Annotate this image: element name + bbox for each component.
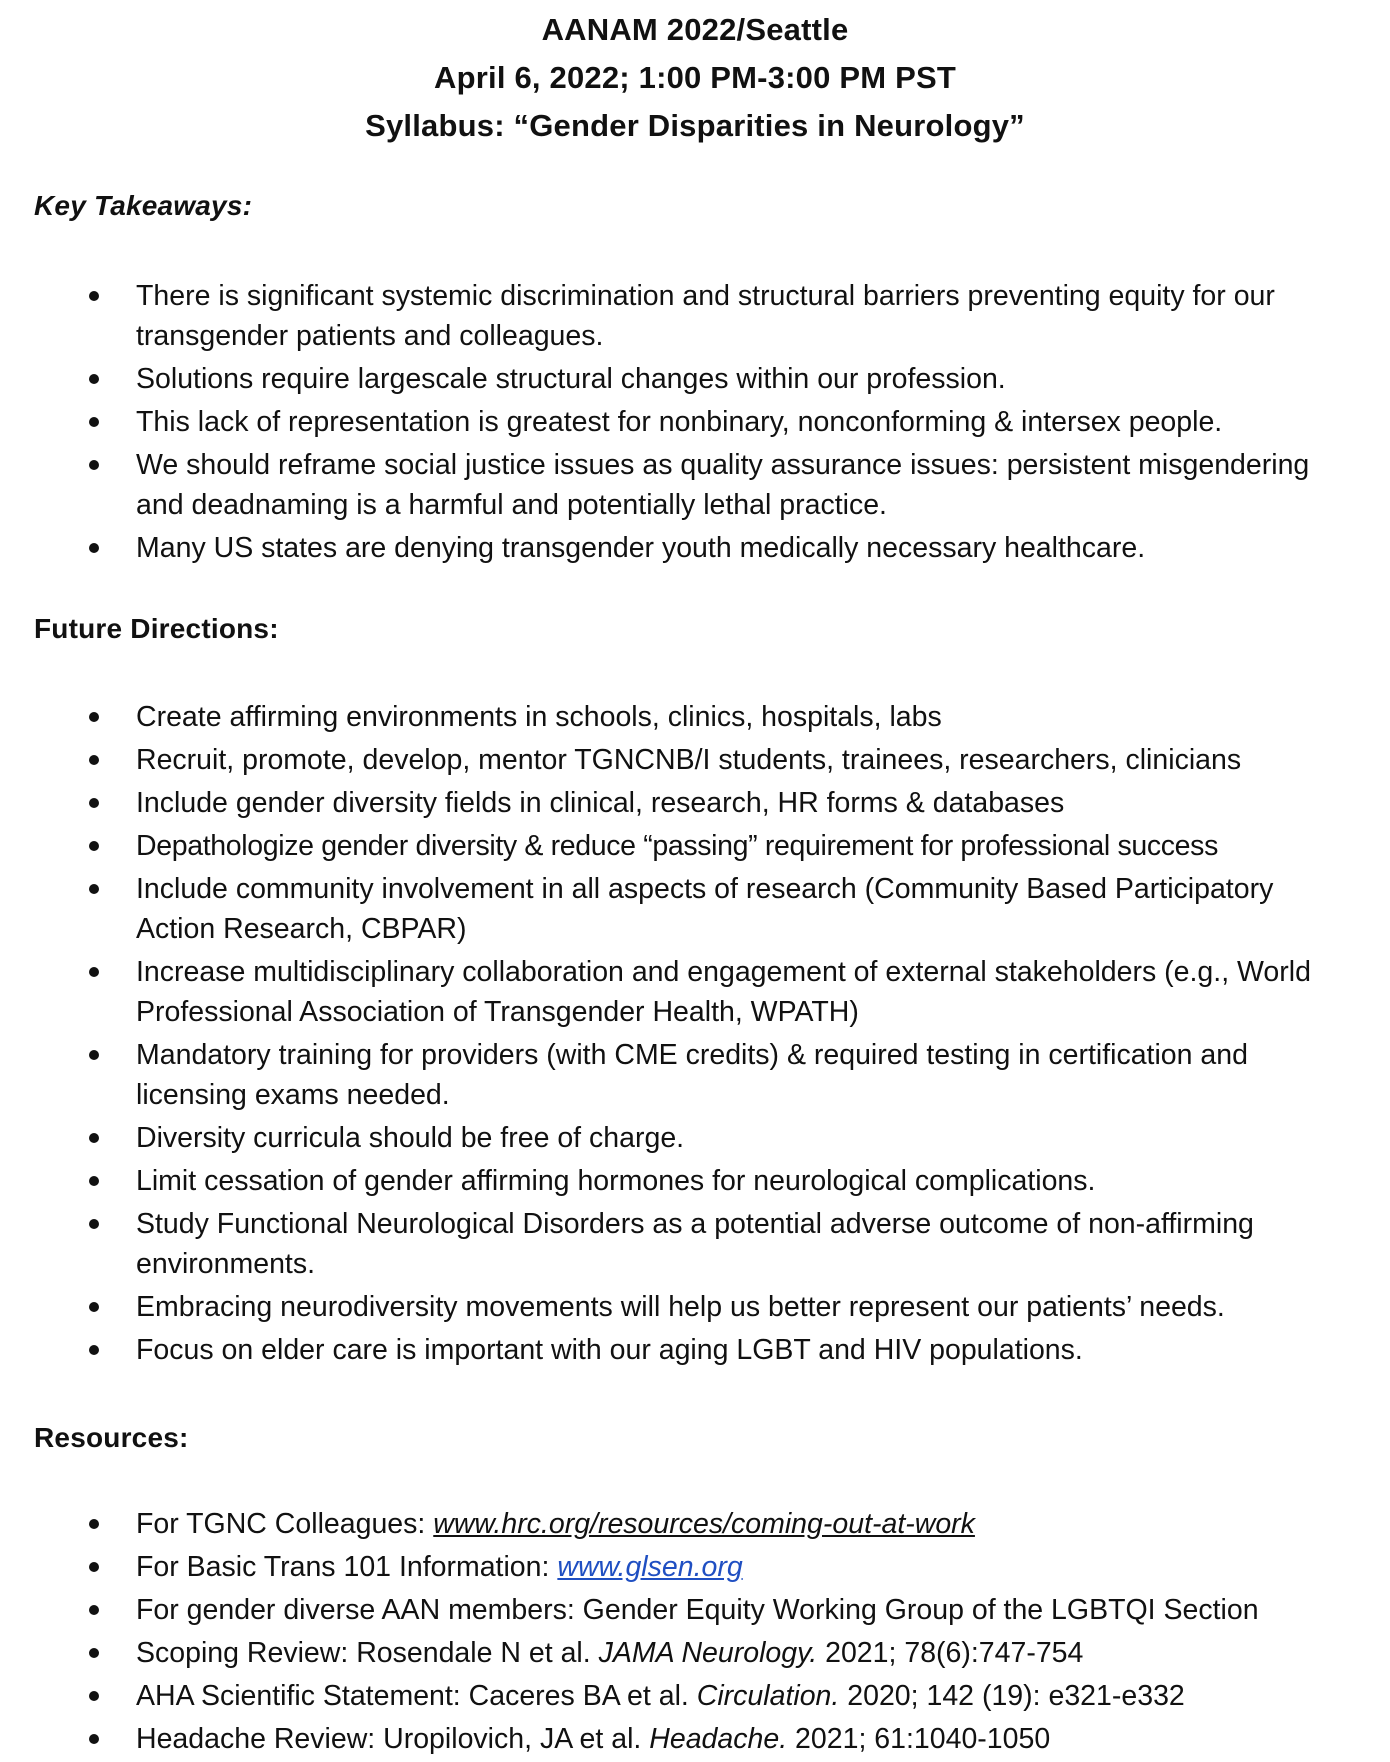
bullet-icon [89, 1219, 99, 1229]
document-header [0, 6, 1390, 150]
list-item: Headache Review: Uropilovich, JA et al. Headache. 2021; 61:1040-1050 [0, 1719, 1390, 1759]
bullet-icon [89, 1133, 99, 1143]
resources-heading: Resources: [34, 1422, 189, 1453]
hrc-link[interactable]: www.hrc.org/resources/coming-out-at-work [433, 1508, 975, 1540]
bullet-icon [89, 1648, 99, 1658]
bullet-icon [89, 1050, 99, 1060]
bullet-icon [89, 967, 99, 977]
list-item: Include gender diversity fields in clinical, research, HR forms & databases [0, 783, 1390, 823]
bullet-icon [89, 712, 99, 722]
list-item: For Basic Trans 101 Information: www.glsen.org [0, 1547, 1390, 1587]
list-item: Diversity curricula should be free of charge. [0, 1118, 1390, 1158]
future-directions-heading: Future Directions: [34, 613, 279, 644]
list-item: Create affirming environments in schools, clinics, hospitals, labs [0, 697, 1390, 737]
list-item: Solutions require largescale structural changes within our profession. [0, 359, 1390, 399]
list-item: Embracing neurodiversity movements will help us better represent our patients’ needs. [0, 1287, 1390, 1327]
event-title: AANAM 2022/Seattle [541, 12, 849, 47]
list-item: AHA Scientific Statement: Caceres BA et al. Circulation. 2020; 142 (19): e321-e332 [0, 1676, 1390, 1716]
key-takeaways-list [0, 276, 1390, 571]
list-item: Many US states are denying transgender youth medically necessary healthcare. [0, 528, 1390, 568]
bullet-icon [89, 755, 99, 765]
list-item: Include community involvement in all aspects of research (Community Based Participatory Action Research, CBPAR) [0, 869, 1390, 949]
bullet-icon [89, 1562, 99, 1572]
bullet-icon [89, 417, 99, 427]
list-item: Mandatory training for providers (with CME credits) & required testing in certification and licensing exams needed. [0, 1035, 1390, 1115]
bullet-icon [89, 1691, 99, 1701]
list-item: Focus on elder care is important with our aging LGBT and HIV populations. [0, 1330, 1390, 1370]
list-item: We should reframe social justice issues as quality assurance issues: persistent misgendering and deadnaming is a harmful and potentially lethal practice. [0, 445, 1390, 525]
bullet-icon [89, 291, 99, 301]
bullet-icon [89, 1302, 99, 1312]
list-item: There is significant systemic discrimination and structural barriers preventing equity for our transgender patients and colleagues. [0, 276, 1390, 356]
list-item: Increase multidisciplinary collaboration and engagement of external stakeholders (e.g., World Professional Association of Transgender Health, WPATH) [0, 952, 1390, 1032]
event-datetime: April 6, 2022; 1:00 PM-3:00 PM PST [434, 60, 956, 95]
bullet-icon [89, 798, 99, 808]
key-takeaways-heading: Key Takeaways: [34, 190, 253, 221]
list-item: For gender diverse AAN members: Gender Equity Working Group of the LGBTQI Section [0, 1590, 1390, 1630]
bullet-icon [89, 1605, 99, 1615]
bullet-icon [89, 374, 99, 384]
bullet-icon [89, 1734, 99, 1744]
list-item: This lack of representation is greatest for nonbinary, nonconforming & intersex people. [0, 402, 1390, 442]
list-item: Scoping Review: Rosendale N et al. JAMA Neurology. 2021; 78(6):747-754 [0, 1633, 1390, 1673]
bullet-icon [89, 1519, 99, 1529]
list-item: For TGNC Colleagues: www.hrc.org/resources/coming-out-at-work [0, 1504, 1390, 1544]
glsen-link[interactable]: www.glsen.org [557, 1551, 743, 1583]
resources-list [0, 1504, 1390, 1762]
bullet-icon [89, 460, 99, 470]
list-item: Depathologize gender diversity & reduce “passing” requirement for professional success [0, 826, 1390, 866]
list-item: Recruit, promote, develop, mentor TGNCNB/I students, trainees, researchers, clinicians [0, 740, 1390, 780]
future-directions-list [0, 697, 1390, 1373]
syllabus-title: Syllabus: “Gender Disparities in Neurology” [365, 108, 1025, 143]
bullet-icon [89, 1345, 99, 1355]
bullet-icon [89, 841, 99, 851]
bullet-icon [89, 543, 99, 553]
bullet-icon [89, 1176, 99, 1186]
bullet-icon [89, 884, 99, 894]
list-item: Limit cessation of gender affirming hormones for neurological complications. [0, 1161, 1390, 1201]
list-item: Study Functional Neurological Disorders as a potential adverse outcome of non-affirming environments. [0, 1204, 1390, 1284]
